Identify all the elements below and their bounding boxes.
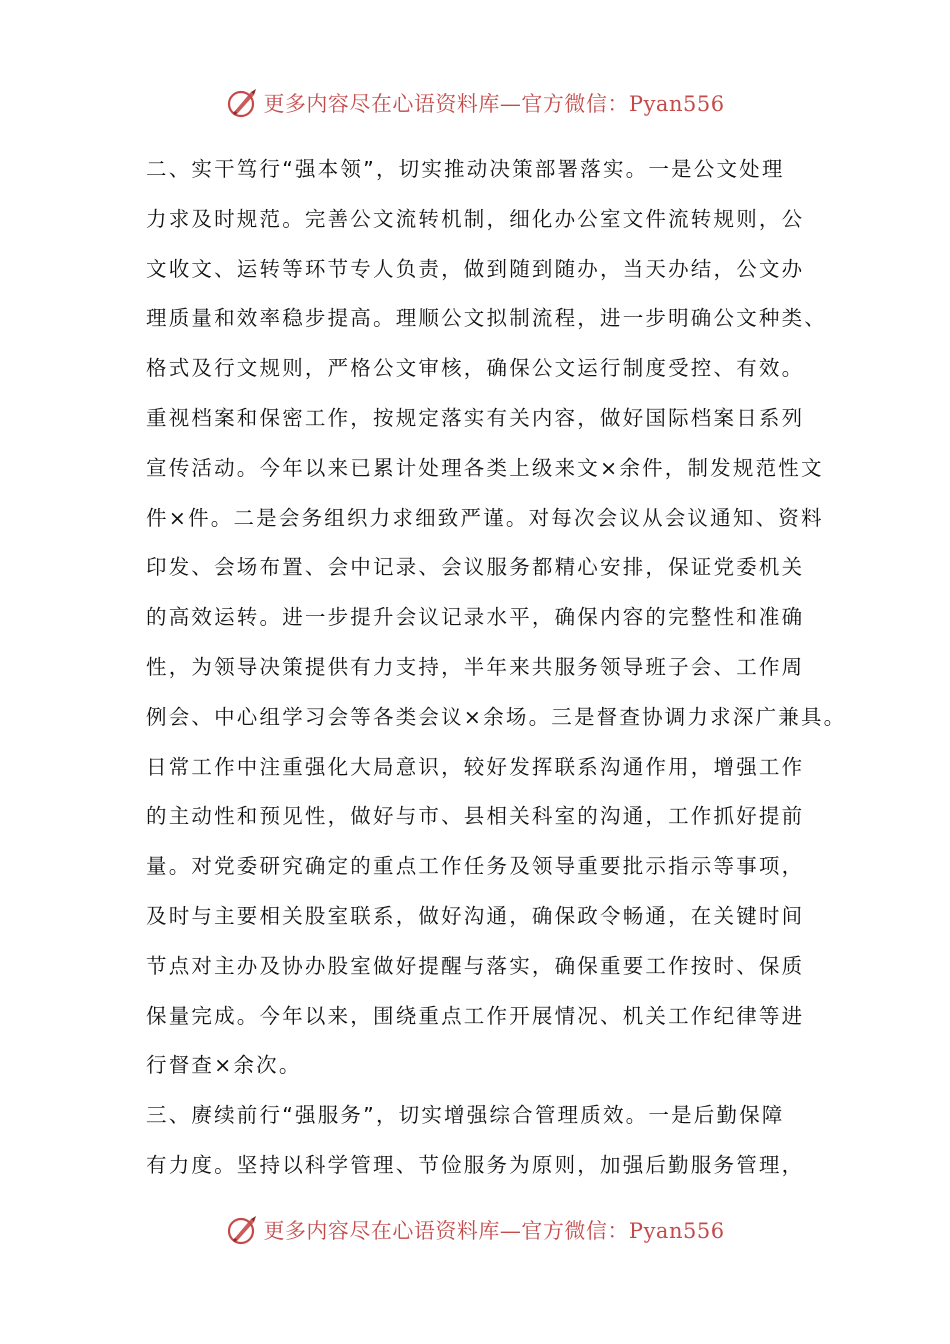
document-body <box>146 145 847 1191</box>
body-line: 保量完成。今年以来，围绕重点工作开展情况、机关工作纪律等进 <box>146 1003 805 1028</box>
body-line: 理质量和效率稳步提高。理顺公文拟制流程，进一步明确公文种类、 <box>146 306 827 331</box>
body-line: 件×件。二是会务组织力求细致严谨。对每次会议从会议通知、资料 <box>146 505 824 530</box>
body-line: 的主动性和预见性，做好与市、县相关科室的沟通，工作抓好提前 <box>146 804 805 829</box>
body-line: 量。对党委研究确定的重点工作任务及领导重要批示指示等事项， <box>146 854 805 879</box>
body-line: 节点对主办及协办股室做好提醒与落实，确保重要工作按时、保质 <box>146 953 805 978</box>
body-line: 性，为领导决策提供有力支持，半年来共服务领导班子会、工作周 <box>146 654 805 679</box>
body-line: 行督查×余次。 <box>146 1053 302 1078</box>
footer-watermark-text: 更多内容尽在心语资料库—官方微信：Pyan556 <box>263 1219 725 1243</box>
body-line: 例会、中心组学习会等各类会议×余场。三是督查协调力求深广兼具。 <box>146 704 847 729</box>
body-line: 宣传活动。今年以来已累计处理各类上级来文×余件，制发规范性文 <box>146 455 824 480</box>
body-line: 印发、会场布置、会中记录、会议服务都精心安排，保证党委机关 <box>146 555 805 580</box>
body-line: 格式及行文规则，严格公文审核，确保公文运行制度受控、有效。 <box>146 356 805 381</box>
quill-pen-logo-icon <box>225 86 259 120</box>
body-line: 有力度。坚持以科学管理、节俭服务为原则，加强后勤服务管理， <box>146 1152 805 1177</box>
header-watermark-text: 更多内容尽在心语资料库—官方微信：Pyan556 <box>263 92 725 116</box>
quill-pen-logo-icon <box>225 1213 259 1247</box>
body-line: 日常工作中注重强化大局意识，较好发挥联系沟通作用，增强工作 <box>146 754 805 779</box>
body-line: 及时与主要相关股室联系，做好沟通，确保政令畅通，在关键时间 <box>146 903 805 928</box>
footer-watermark-banner <box>0 1212 950 1248</box>
body-line: 重视档案和保密工作，按规定落实有关内容，做好国际档案日系列 <box>146 405 805 430</box>
body-line: 三、赓续前行“强服务”，切实增强综合管理质效。一是后勤保障 <box>146 1103 785 1128</box>
header-watermark-banner <box>0 85 950 121</box>
body-line: 力求及时规范。完善公文流转机制，细化办公室文件流转规则，公 <box>146 206 805 231</box>
body-line: 二、实干笃行“强本领”，切实推动决策部署落实。一是公文处理 <box>146 157 785 181</box>
body-line: 的高效运转。进一步提升会议记录水平，确保内容的完整性和准确 <box>146 605 805 630</box>
body-line: 文收文、运转等环节专人负责，做到随到随办，当天办结，公文办 <box>146 256 805 281</box>
